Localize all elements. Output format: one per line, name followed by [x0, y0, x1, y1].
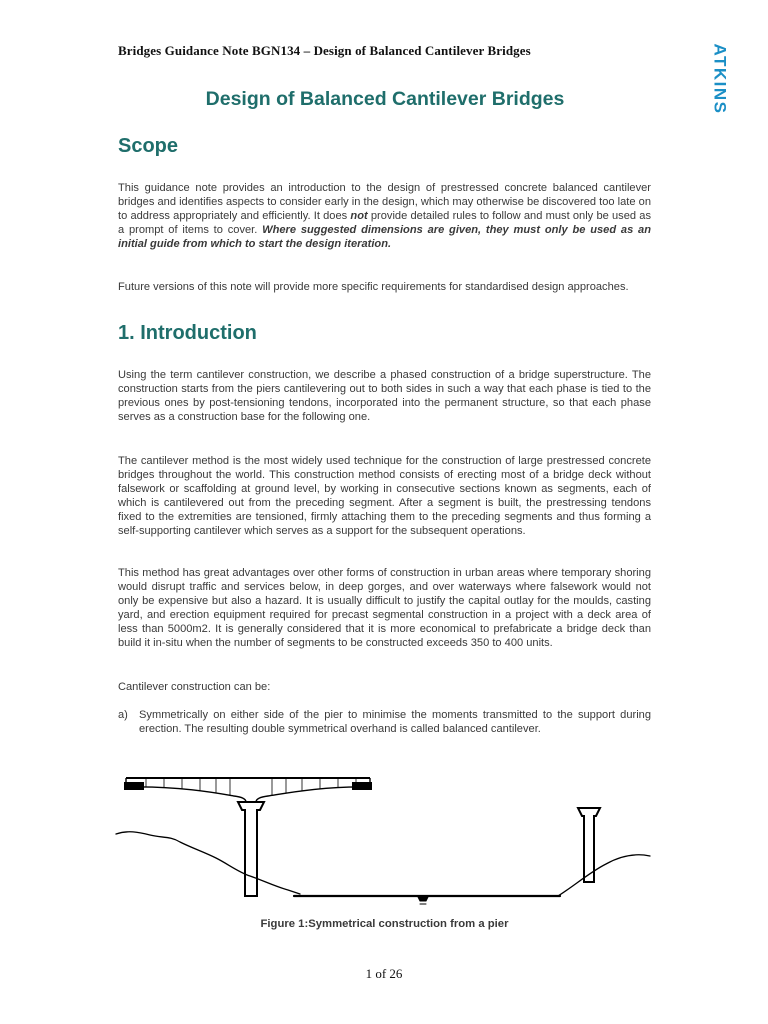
intro-paragraph-4: Cantilever construction can be:	[118, 681, 271, 693]
scope-p1-not: not	[350, 210, 368, 223]
scope-heading: Scope	[118, 135, 179, 157]
intro-paragraph-2: The cantilever method is the most widely used technique for the construction of large prestressed concrete bridges throughout the world. This construction method consists of erecting most of a bridge deck without falsework or scaffolding at ground level, by working in consecutive sections known as segments, each of which is cantilevered out from the preceding segment. After a segment is built, the prestressing tendons fixed to the extremities are tensioned, firmly attaching them to the preceding segments and thus forming a self-supporting cantilever which serves as a support for the subsequent operations.	[118, 455, 651, 538]
intro-paragraph-1: Using the term cantilever construction, we describe a phased construction of a bridge superstructure. The construction starts from the piers cantilevering out to both sides in such a way that each phase is tied to the previous ones by post-tensioning tendons, incorporated into the permanent structure, so that each phase serves as a construction base for the following one.	[118, 369, 651, 424]
scope-p1-text-a: This guidance note provides an introduction to the design of prestressed concrete balanced cantilever bridges and identifies aspects to consider early in the design, which may otherwise be discovered too late on to address appropriately and efficiently. It does	[118, 182, 651, 223]
intro-paragraph-3: This method has great advantages over other forms of construction in urban areas where temporary shoring would disrupt traffic and services below, in deep gorges, and over waterways where falsework would not only be expensive but also a hazard. It is usually difficult to justify the capital outlay for the moulds, casting yard, and erection equipment required for precast segmental construction in a project with a deck area of less than 5000m2. It is generally considered that it is more economical to prefabricate a bridge deck than build it in-situ when the number of segments to be constructed exceeds 350 to 400 units.	[118, 567, 651, 650]
scope-p1-emphasis: Where suggested dimensions are given, they must only be used as an initial guide from which to start the design iteration.	[118, 224, 651, 251]
scope-p1-text-b: provide detailed rules to follow and must only be used as a prompt of items to cover.	[118, 210, 651, 237]
right-pier	[578, 808, 600, 882]
form-traveller-right	[352, 782, 372, 790]
list-marker: a)	[118, 709, 128, 721]
atkins-logo	[706, 40, 732, 118]
scope-paragraph-2: Future versions of this note will provide more specific requirements for standardised design approaches.	[118, 281, 629, 293]
scope-paragraph-1	[118, 181, 651, 251]
document-title: Design of Balanced Cantilever Bridges	[205, 88, 565, 110]
bridge-figure	[112, 772, 652, 922]
bed-support	[418, 897, 428, 901]
introduction-heading: 1. Introduction	[118, 322, 257, 344]
list-item	[118, 708, 651, 736]
list-item-text: Symmetrically on either side of the pier to minimise the moments transmitted to the support during erection. The resulting double symmetrical overhand is called balanced cantilever.	[139, 709, 651, 736]
running-header: Bridges Guidance Note BGN134 – Design of Balanced Cantilever Bridges	[118, 43, 531, 58]
left-pier	[238, 802, 264, 896]
ground-left	[116, 832, 300, 894]
form-traveller-left	[124, 782, 144, 790]
balanced-cantilever-deck	[124, 778, 372, 802]
page-number: 1 of 26	[365, 966, 403, 981]
ground-right	[558, 855, 650, 896]
logo-text: ATKINS	[710, 43, 730, 115]
figure-caption: Figure 1:Symmetrical construction from a pier	[260, 918, 509, 930]
